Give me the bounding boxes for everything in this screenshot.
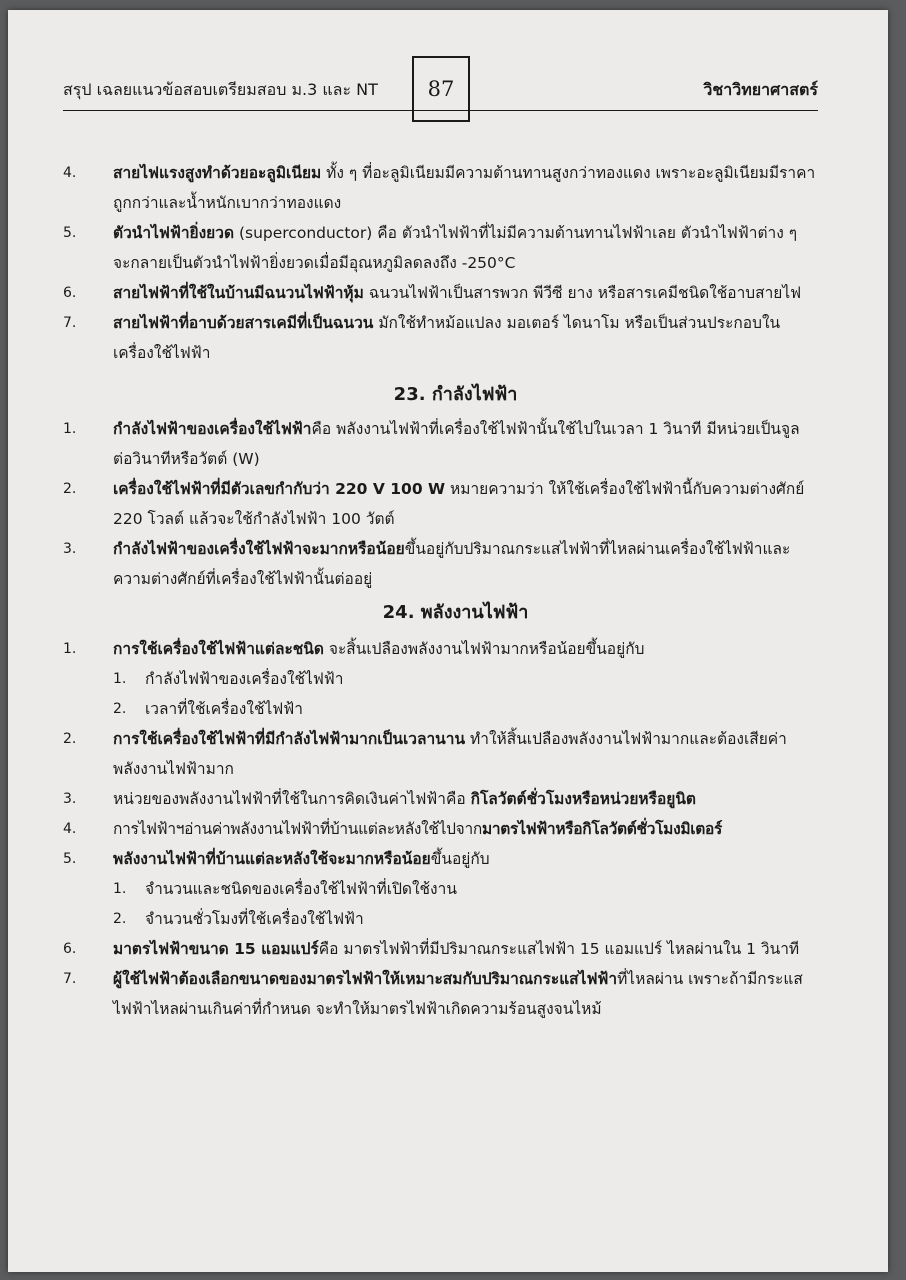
item-bold: กิโลวัตต์ชั่วโมงหรือหน่วยหรือยูนิต	[470, 790, 697, 808]
sub-item-text: เวลาที่ใช้เครื่องใช้ไฟฟ้า	[145, 700, 303, 718]
item-body: ฉนวนไฟฟ้าเป็นสารพวก พีวีซี ยาง หรือสารเคมีชนิดใช้อาบสายไฟ	[363, 284, 802, 302]
item-number: 3.	[63, 541, 77, 557]
item-number: 7.	[63, 315, 77, 331]
item-bold: สายไฟฟ้าที่ใช้ในบ้านมีฉนวนไฟฟ้าหุ้ม	[113, 284, 364, 302]
sub-item-text: จำนวนและชนิดของเครื่องใช้ไฟฟ้าที่เปิดใช้งาน	[145, 880, 457, 898]
item-body: ทำให้สิ้นเปลืองพลังงานไฟฟ้ามากและต้องเสียค่าพลังงานไฟฟ้ามาก	[113, 730, 787, 778]
list-item	[63, 964, 818, 1024]
page-number-box	[412, 56, 470, 122]
item-text	[113, 474, 818, 534]
item-bold: สายไฟแรงสูงทำด้วยอะลูมิเนียม	[113, 164, 322, 182]
item-body: จะสิ้นเปลืองพลังงานไฟฟ้ามากหรือน้อยขึ้นอยู่กับ	[323, 640, 645, 658]
item-bold: มาตรไฟฟ้าหรือกิโลวัตต์ชั่วโมงมิเตอร์	[481, 820, 723, 838]
item-number: 3.	[63, 791, 77, 807]
list-item	[63, 158, 818, 218]
sub-item-number: 1.	[113, 881, 127, 897]
item-text	[113, 784, 818, 814]
item-body: ขึ้นอยู่กับ	[430, 850, 490, 868]
sub-list-item	[63, 664, 818, 694]
item-bold: การใช้เครื่องใช้ไฟฟ้าแต่ละชนิด	[113, 640, 324, 658]
item-text	[113, 634, 818, 664]
sub-item-number: 1.	[113, 671, 127, 687]
item-text	[113, 534, 818, 594]
sub-list-item	[63, 904, 818, 934]
running-header-right: วิชาวิทยาศาสตร์	[703, 80, 818, 99]
item-number: 2.	[63, 731, 77, 747]
item-bold: ผู้ใช้ไฟฟ้าต้องเลือกขนาดของมาตรไฟฟ้าให้เหมาะสมกับปริมาณกระแสไฟฟ้า	[113, 970, 618, 988]
page-content	[63, 158, 818, 1024]
item-text	[113, 218, 818, 278]
list-item	[63, 634, 818, 664]
list-item	[63, 278, 818, 308]
item-number: 4.	[63, 821, 77, 837]
list-item	[63, 784, 818, 814]
item-bold: เครื่องใช้ไฟฟ้าที่มีตัวเลขกำกับว่า 220 V 100 W	[113, 480, 446, 498]
item-body: ทั้ง ๆ ที่อะลูมิเนียมมีความต้านทานสูงกว่าทองแดง เพราะอะลูมิเนียมมีราคาถูกกว่าและน้ำหนักเบากว่าทองแดง	[113, 164, 816, 212]
list-item	[63, 308, 818, 368]
item-bold: พลังงานไฟฟ้าที่บ้านแต่ละหลังใช้จะมากหรือน้อย	[113, 850, 431, 868]
sub-item-text: กำลังไฟฟ้าของเครื่องใช้ไฟฟ้า	[145, 670, 344, 688]
item-text	[113, 934, 818, 964]
item-bold: สายไฟฟ้าที่อาบด้วยสารเคมีที่เป็นฉนวน	[113, 314, 374, 332]
item-text	[113, 724, 818, 784]
list-item	[63, 534, 818, 594]
sub-list-item	[63, 694, 818, 724]
book-page	[8, 10, 888, 1272]
item-bold: กำลังไฟฟ้าของเครื่งใช้ไฟฟ้าจะมากหรือน้อย	[113, 540, 405, 558]
section-title: 23. กำลังไฟฟ้า	[393, 384, 518, 405]
item-number: 4.	[63, 165, 77, 181]
item-bold: มาตรไฟฟ้าขนาด 15 แอมแปร์	[113, 940, 319, 958]
item-number: 5.	[63, 225, 77, 241]
item-body: (superconductor) คือ ตัวนำไฟฟ้าที่ไม่มีความต้านทานไฟฟ้าเลย ตัวนำไฟฟ้าต่าง ๆ จะกลายเป็นตัวนำไฟฟ้ายิ่งยวดเมื่อมีอุณหภูมิลดลงถึง -250°C	[113, 224, 798, 272]
header-rule	[63, 110, 818, 111]
item-bold: กำลังไฟฟ้าของเครื่องใช้ไฟฟ้า	[113, 420, 312, 438]
sub-item-text: จำนวนชั่วโมงที่ใช้เครื่องใช้ไฟฟ้า	[145, 910, 364, 928]
item-body: หน่วยของพลังงานไฟฟ้าที่ใช้ในการคิดเงินค่าไฟฟ้าคือ	[113, 790, 471, 808]
list-item	[63, 218, 818, 278]
section-title: 24. พลังงานไฟฟ้า	[382, 602, 529, 623]
item-bold: ตัวนำไฟฟ้ายิ่งยวด	[113, 224, 235, 242]
item-body: มักใช้ทำหม้อแปลง มอเตอร์ ไดนาโม หรือเป็นส่วนประกอบในเครื่องใช้ไฟฟ้า	[113, 314, 781, 362]
list-item	[63, 474, 818, 534]
item-number: 6.	[63, 941, 77, 957]
sub-item-number: 2.	[113, 701, 127, 717]
sub-item-number: 2.	[113, 911, 127, 927]
running-header-left: สรุป เฉลยแนวข้อสอบเตรียมสอบ ม.3 และ NT	[63, 80, 378, 99]
item-number: 6.	[63, 285, 77, 301]
item-bold: การใช้เครื่องใช้ไฟฟ้าที่มีกำลังไฟฟ้ามากเป็นเวลานาน	[113, 730, 466, 748]
item-text	[113, 414, 818, 474]
item-number: 1.	[63, 641, 77, 657]
item-text	[113, 308, 818, 368]
item-text	[113, 158, 818, 218]
item-text	[113, 814, 818, 844]
item-number: 7.	[63, 971, 77, 987]
item-number: 2.	[63, 481, 77, 497]
item-body: ที่ไหลผ่าน เพราะถ้ามีกระแสไฟฟ้าไหลผ่านเกินค่าที่กำหนด จะทำให้มาตรไฟฟ้าเกิดความร้อนสูงจนไหม้	[113, 970, 803, 1018]
page-number: 87	[427, 77, 455, 101]
item-body: คือ มาตรไฟฟ้าที่มีปริมาณกระแสไฟฟ้า 15 แอมแปร์ ไหลผ่านใน 1 วินาที	[318, 940, 800, 958]
list-item	[63, 934, 818, 964]
list-item	[63, 414, 818, 474]
list-item	[63, 844, 818, 874]
item-body: การไฟฟ้าฯอ่านค่าพลังงานไฟฟ้าที่บ้านแต่ละหลังใช้ไปจาก	[113, 820, 482, 838]
item-text	[113, 844, 818, 874]
item-text	[113, 278, 818, 308]
list-item	[63, 814, 818, 844]
sub-list-item	[63, 874, 818, 904]
item-body: หมายความว่า ให้ใช้เครื่องใช้ไฟฟ้านี้กับความต่างศักย์ 220 โวลต์ แล้วจะใช้กำลังไฟฟ้า 100 วัตต์	[113, 480, 805, 528]
item-text	[113, 964, 818, 1024]
item-number: 5.	[63, 851, 77, 867]
list-item	[63, 724, 818, 784]
item-body: คือ พลังงานไฟฟ้าที่เครื่องใช้ไฟฟ้านั้นใช้ไปในเวลา 1 วินาที มีหน่วยเป็นจูลต่อวินาทีหรือวัตต์ (W)	[113, 420, 800, 468]
item-body: ขึ้นอยู่กับปริมาณกระแสไฟฟ้าที่ไหลผ่านเครื่องใช้ไฟฟ้าและความต่างศักย์ที่เครื่องใช้ไฟฟ้านั้นต่ออยู่	[113, 540, 791, 588]
item-number: 1.	[63, 421, 77, 437]
